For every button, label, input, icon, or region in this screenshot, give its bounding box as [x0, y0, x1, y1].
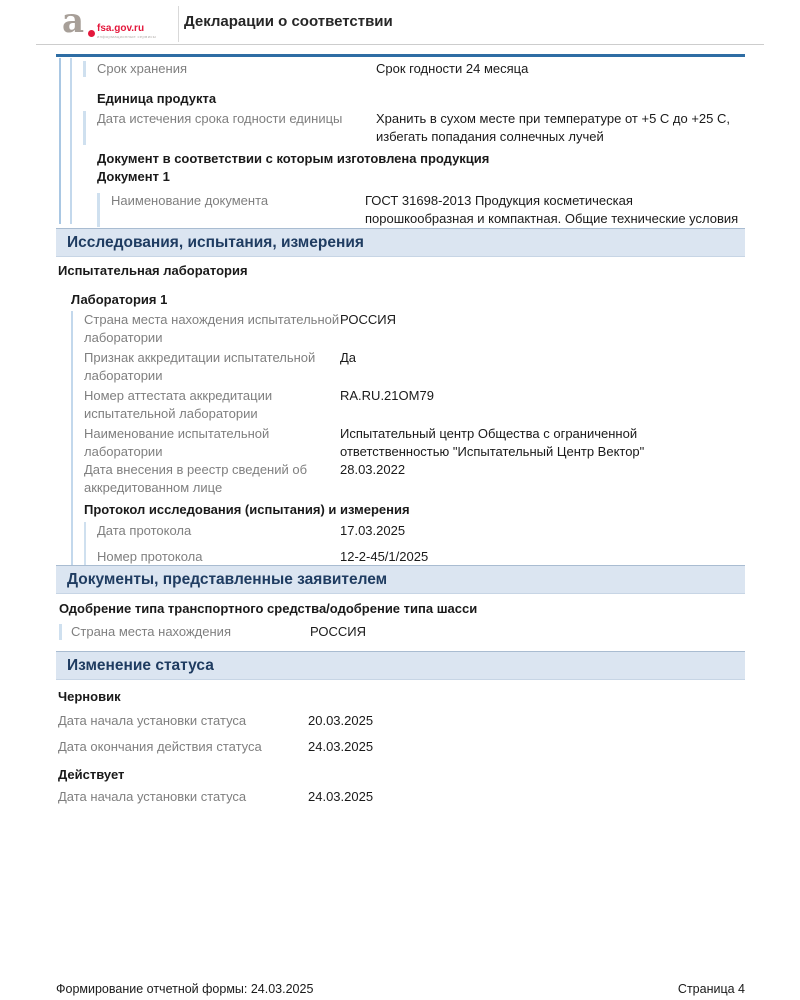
field-label: Дата истечения срока годности единицы	[97, 111, 343, 126]
group-heading: Одобрение типа транспортного средства/одобрение типа шасси	[59, 601, 478, 616]
field-value: Хранить в сухом месте при температуре от +5 С до +25 С, избегать попадания солнечных лучей	[376, 111, 731, 144]
documents-block	[56, 600, 745, 641]
footer-page-number: Страница 4	[677, 982, 745, 996]
row-marker	[97, 193, 100, 227]
field-row	[56, 60, 745, 78]
fsa-logo-text	[97, 24, 156, 39]
research-block	[56, 262, 745, 572]
page-title: Декларации о соответствии	[184, 13, 393, 30]
group-heading: Протокол исследования (испытания) и измерения	[84, 502, 410, 517]
field-value: Срок годности 24 месяца	[376, 61, 529, 76]
field-value: 12-2-45/1/2025	[340, 549, 429, 564]
fsa-logo-brand: fsa.gov.ru	[97, 23, 145, 34]
field-row	[56, 712, 745, 730]
row-marker	[83, 111, 86, 145]
field-value: ГОСТ 31698-2013 Продукция косметическая порошкообразная и компактная. Общие технические условия	[365, 193, 739, 226]
fsa-logo-icon	[62, 1, 85, 41]
product-block	[56, 58, 745, 228]
field-value: 20.03.2025	[308, 713, 374, 728]
field-row	[56, 623, 745, 641]
row-marker	[59, 624, 62, 640]
fsa-logo-dot-icon	[88, 30, 95, 37]
footer-generated-text: Формирование отчетной формы: 24.03.2025	[56, 982, 314, 996]
field-row	[56, 349, 745, 385]
field-value: РОССИЯ	[310, 624, 367, 639]
fsa-logo-mark: a	[62, 1, 85, 41]
field-label: Номер аттестата аккредитации испытательной лаборатории	[84, 388, 273, 421]
field-row	[56, 738, 745, 756]
field-row	[56, 461, 745, 497]
field-value: 17.03.2025	[340, 523, 406, 538]
field-value: Да	[340, 350, 357, 365]
field-row	[56, 311, 745, 347]
field-row	[56, 788, 745, 806]
section-header-research: Исследования, испытания, измерения	[56, 228, 745, 257]
field-label: Наименование документа	[111, 193, 269, 208]
field-row	[56, 387, 745, 423]
field-value: 24.03.2025	[308, 789, 374, 804]
header-divider	[178, 6, 179, 42]
row-marker	[83, 61, 86, 77]
field-label: Дата начала установки статуса	[58, 713, 247, 728]
field-row	[56, 192, 745, 228]
field-label: Наименование испытательной лаборатории	[84, 426, 270, 459]
section-header-documents: Документы, представленные заявителем	[56, 565, 745, 594]
field-label: Дата внесения в реестр сведений об аккредитованном лице	[84, 462, 308, 495]
field-row	[56, 425, 745, 461]
field-label: Дата окончания действия статуса	[58, 739, 262, 754]
field-label: Страна места нахождения	[71, 624, 231, 639]
status-name: Действует	[58, 767, 125, 782]
field-value: Испытательный центр Общества с ограниченной ответственностью "Испытательный Центр Вектор"	[340, 426, 645, 459]
lab-group	[56, 311, 745, 572]
group-heading: Лаборатория 1	[71, 292, 168, 307]
field-label: Номер протокола	[97, 549, 203, 564]
field-label: Признак аккредитации испытательной лаборатории	[84, 350, 316, 383]
field-value: RA.RU.21OM79	[340, 388, 434, 403]
header-rule	[36, 44, 764, 45]
field-row	[56, 110, 745, 146]
status-name: Черновик	[58, 689, 121, 704]
group-heading: Испытательная лаборатория	[58, 263, 248, 278]
content-top-rule	[56, 54, 745, 57]
fsa-logo-tagline: информационные сервисы	[97, 34, 157, 39]
field-value: 24.03.2025	[308, 739, 374, 754]
status-block	[56, 686, 745, 806]
field-label: Страна места нахождения испытательной лаборатории	[84, 312, 340, 345]
field-label: Срок хранения	[97, 61, 187, 76]
group-heading: Документ 1	[97, 169, 170, 184]
field-value: 28.03.2022	[340, 462, 406, 477]
field-label: Дата начала установки статуса	[58, 789, 247, 804]
group-heading: Документ в соответствии с которым изготовлена продукция	[97, 151, 490, 166]
field-label: Дата протокола	[97, 523, 192, 538]
group-heading: Единица продукта	[97, 91, 217, 106]
section-header-status: Изменение статуса	[56, 651, 745, 680]
field-value: РОССИЯ	[340, 312, 397, 327]
field-row	[56, 522, 745, 540]
page-footer	[56, 980, 745, 998]
